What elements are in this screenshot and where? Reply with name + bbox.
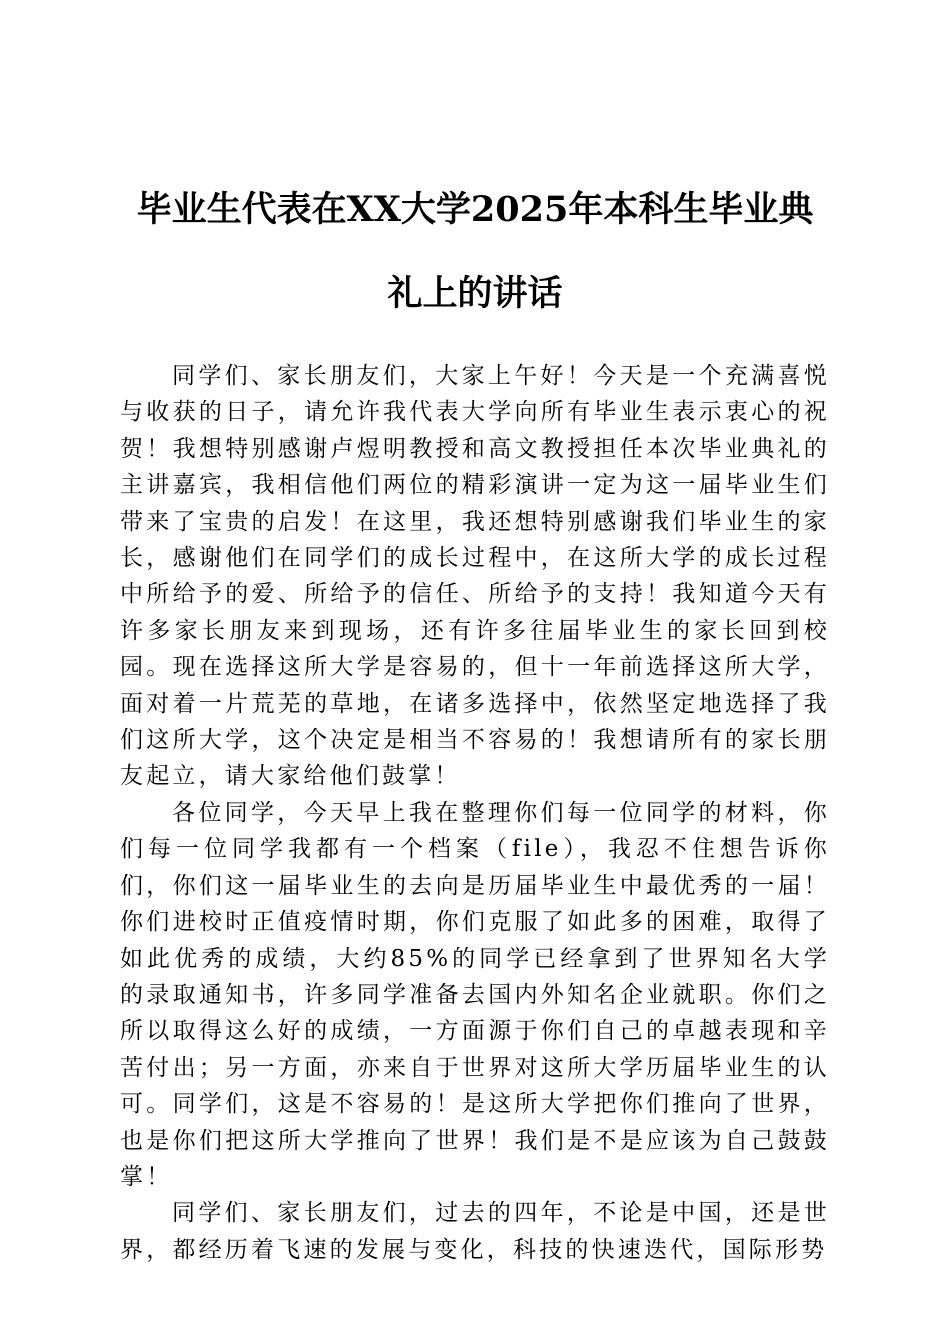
document-title: 毕业生代表在XX大学2025年本科生毕业典礼上的讲话 <box>136 189 814 314</box>
paragraph-2: 各位同学，今天早上我在整理你们每一位同学的材料，你们每一位同学我都有一个档案（file），我忍不住想告诉你们，你们这一届毕业生的去向是历届毕业生中最优秀的一届！你们进校时正值疫情时期，你们克服了如此多的困难，取得了如此优秀的成绩，大约85%的同学已经拿到了世界知名大学的录取通知书，许多同学准备去国内外知名企业就职。你们之所以取得这么好的成绩，一方面源于你们自己的卓越表现和辛苦付出；另一方面，亦来自于世界对这所大学历届毕业生的认可。同学们，这是不容易的！是这所大学把你们推向了世界，也是你们把这所大学推向了世界！我们是不是应该为自己鼓鼓掌！ <box>120 799 830 1190</box>
document-body <box>120 358 830 1268</box>
paragraph-3: 同学们、家长朋友们，过去的四年，不论是中国，还是世界，都经历着飞速的发展与变化，科技的快速迭代，国际形势 <box>120 1200 830 1263</box>
paragraph-1: 同学们、家长朋友们，大家上午好！今天是一个充满喜悦与收获的日子，请允许我代表大学向所有毕业生表示衷心的祝贺！我想特别感谢卢煜明教授和高文教授担任本次毕业典礼的主讲嘉宾，我相信他们两位的精彩演讲一定为这一届毕业生们带来了宝贵的启发！在这里，我还想特别感谢我们毕业生的家长，感谢他们在同学们的成长过程中，在这所大学的成长过程中所给予的爱、所给予的信任、所给予的支持！我知道今天有许多家长朋友来到现场，还有许多往届毕业生的家长回到校园。现在选择这所大学是容易的，但十一年前选择这所大学，面对着一片荒芜的草地，在诸多选择中，依然坚定地选择了我们这所大学，这个决定是相当不容易的！我想请所有的家长朋友起立，请大家给他们鼓掌！ <box>120 363 830 790</box>
